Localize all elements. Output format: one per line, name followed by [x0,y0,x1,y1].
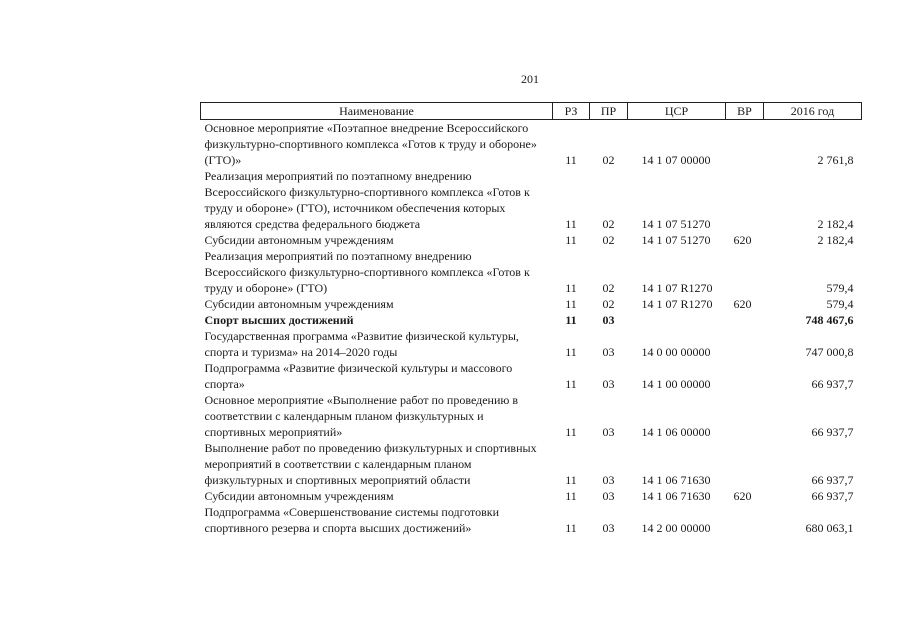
cell-name: Субсидии автономным учреждениям [204,297,394,311]
table-row [201,248,862,296]
cell-name: Выполнение работ по проведению физкультурных и спортивных мероприятий в соответствии с календарным планом физкультурных и спортивных мероприятий области [204,441,537,487]
header-rz: РЗ [553,103,590,120]
cell-name: Основное мероприятие «Поэтапное внедрение Всероссийского физкультурно-спортивного комплекса «Готов к труду и обороне» (ГТО)» [204,121,537,167]
header-name: Наименование [201,103,553,120]
table-row [201,232,862,248]
cell-vr [726,392,764,440]
cell-sum: 66 937,7 [811,473,854,487]
table-row [201,312,862,328]
cell-pr: 03 [602,489,615,503]
cell-vr: 620 [733,489,752,503]
cell-pr: 03 [602,425,615,439]
table-row [201,440,862,488]
cell-name: Основное мероприятие «Выполнение работ по проведению в соответствии с календарным планом физкультурных и спортивных мероприятий» [204,393,519,439]
cell-pr: 02 [602,217,615,231]
table-row [201,296,862,312]
cell-rz: 11 [565,217,577,231]
cell-rz: 11 [565,425,577,439]
cell-vr [726,328,764,360]
cell-pr: 03 [602,473,615,487]
cell-pr: 02 [602,153,615,167]
cell-csr: 14 1 06 71630 [641,489,711,503]
header-year: 2016 год [764,103,862,120]
cell-pr: 03 [602,345,615,359]
cell-sum: 66 937,7 [811,425,854,439]
cell-rz: 11 [565,473,577,487]
cell-csr: 14 2 00 00000 [641,521,711,535]
cell-rz: 11 [565,313,577,327]
cell-pr: 03 [602,313,615,327]
cell-name: Субсидии автономным учреждениям [204,233,394,247]
header-vr: ВР [726,103,764,120]
table-row [201,360,862,392]
cell-rz: 11 [565,233,577,247]
cell-pr: 02 [602,233,615,247]
cell-csr: 14 1 07 R1270 [641,297,713,311]
cell-pr: 03 [602,377,615,391]
cell-vr [726,248,764,296]
cell-csr: 14 1 07 00000 [641,153,711,167]
cell-name: Реализация мероприятий по поэтапному внедрению Всероссийского физкультурно-спортивного комплекса «Готов к труду и обороне» (ГТО) [204,249,530,295]
cell-vr [726,504,764,536]
cell-rz: 11 [565,521,577,535]
cell-vr [726,312,764,328]
cell-sum: 2 182,4 [817,217,854,231]
cell-rz: 11 [565,377,577,391]
cell-sum: 2 761,8 [817,153,854,167]
cell-name: Подпрограмма «Развитие физической культуры и массового спорта» [204,361,513,391]
cell-rz: 11 [565,297,577,311]
cell-sum: 747 000,8 [805,345,854,359]
cell-csr: 14 1 00 00000 [641,377,711,391]
cell-sum: 748 467,6 [805,313,854,327]
cell-vr [726,440,764,488]
header-pr: ПР [590,103,628,120]
cell-csr: 14 1 07 51270 [641,217,711,231]
budget-table [200,102,862,536]
cell-name: Государственная программа «Развитие физической культуры, спорта и туризма» на 2014–2020 годы [204,329,519,359]
cell-vr [726,168,764,232]
table-row [201,488,862,504]
cell-csr: 14 0 00 00000 [641,345,711,359]
cell-rz: 11 [565,345,577,359]
table-header [201,103,862,120]
cell-sum: 579,4 [826,297,854,311]
table-row [201,120,862,169]
cell-name: Подпрограмма «Совершенствование системы подготовки спортивного резерва и спорта высших достижений» [204,505,500,535]
cell-name: Субсидии автономным учреждениям [204,489,394,503]
cell-vr [726,120,764,169]
cell-sum: 2 182,4 [817,233,854,247]
table-row [201,168,862,232]
cell-pr: 03 [602,521,615,535]
cell-rz: 11 [565,153,577,167]
table-row [201,328,862,360]
cell-vr: 620 [733,233,752,247]
cell-vr [726,360,764,392]
page-number: 201 [521,72,539,86]
cell-sum: 66 937,7 [811,377,854,391]
cell-csr: 14 1 06 00000 [641,425,711,439]
cell-sum: 66 937,7 [811,489,854,503]
cell-sum: 680 063,1 [805,521,854,535]
cell-csr: 14 1 07 R1270 [641,281,713,295]
cell-csr: 14 1 06 71630 [641,473,711,487]
header-csr: ЦСР [628,103,726,120]
cell-name: Реализация мероприятий по поэтапному внедрению Всероссийского физкультурно-спортивного комплекса «Готов к труду и обороне» (ГТО), источником обеспечения которых являются средства федерального бюджета [204,169,530,231]
cell-rz: 11 [565,281,577,295]
cell-rz: 11 [565,489,577,503]
table-row [201,504,862,536]
table-row [201,392,862,440]
table-body [201,120,862,537]
cell-csr [628,312,726,328]
cell-sum: 579,4 [826,281,854,295]
cell-name: Спорт высших достижений [204,313,354,327]
cell-pr: 02 [602,297,615,311]
cell-csr: 14 1 07 51270 [641,233,711,247]
cell-pr: 02 [602,281,615,295]
cell-vr: 620 [733,297,752,311]
